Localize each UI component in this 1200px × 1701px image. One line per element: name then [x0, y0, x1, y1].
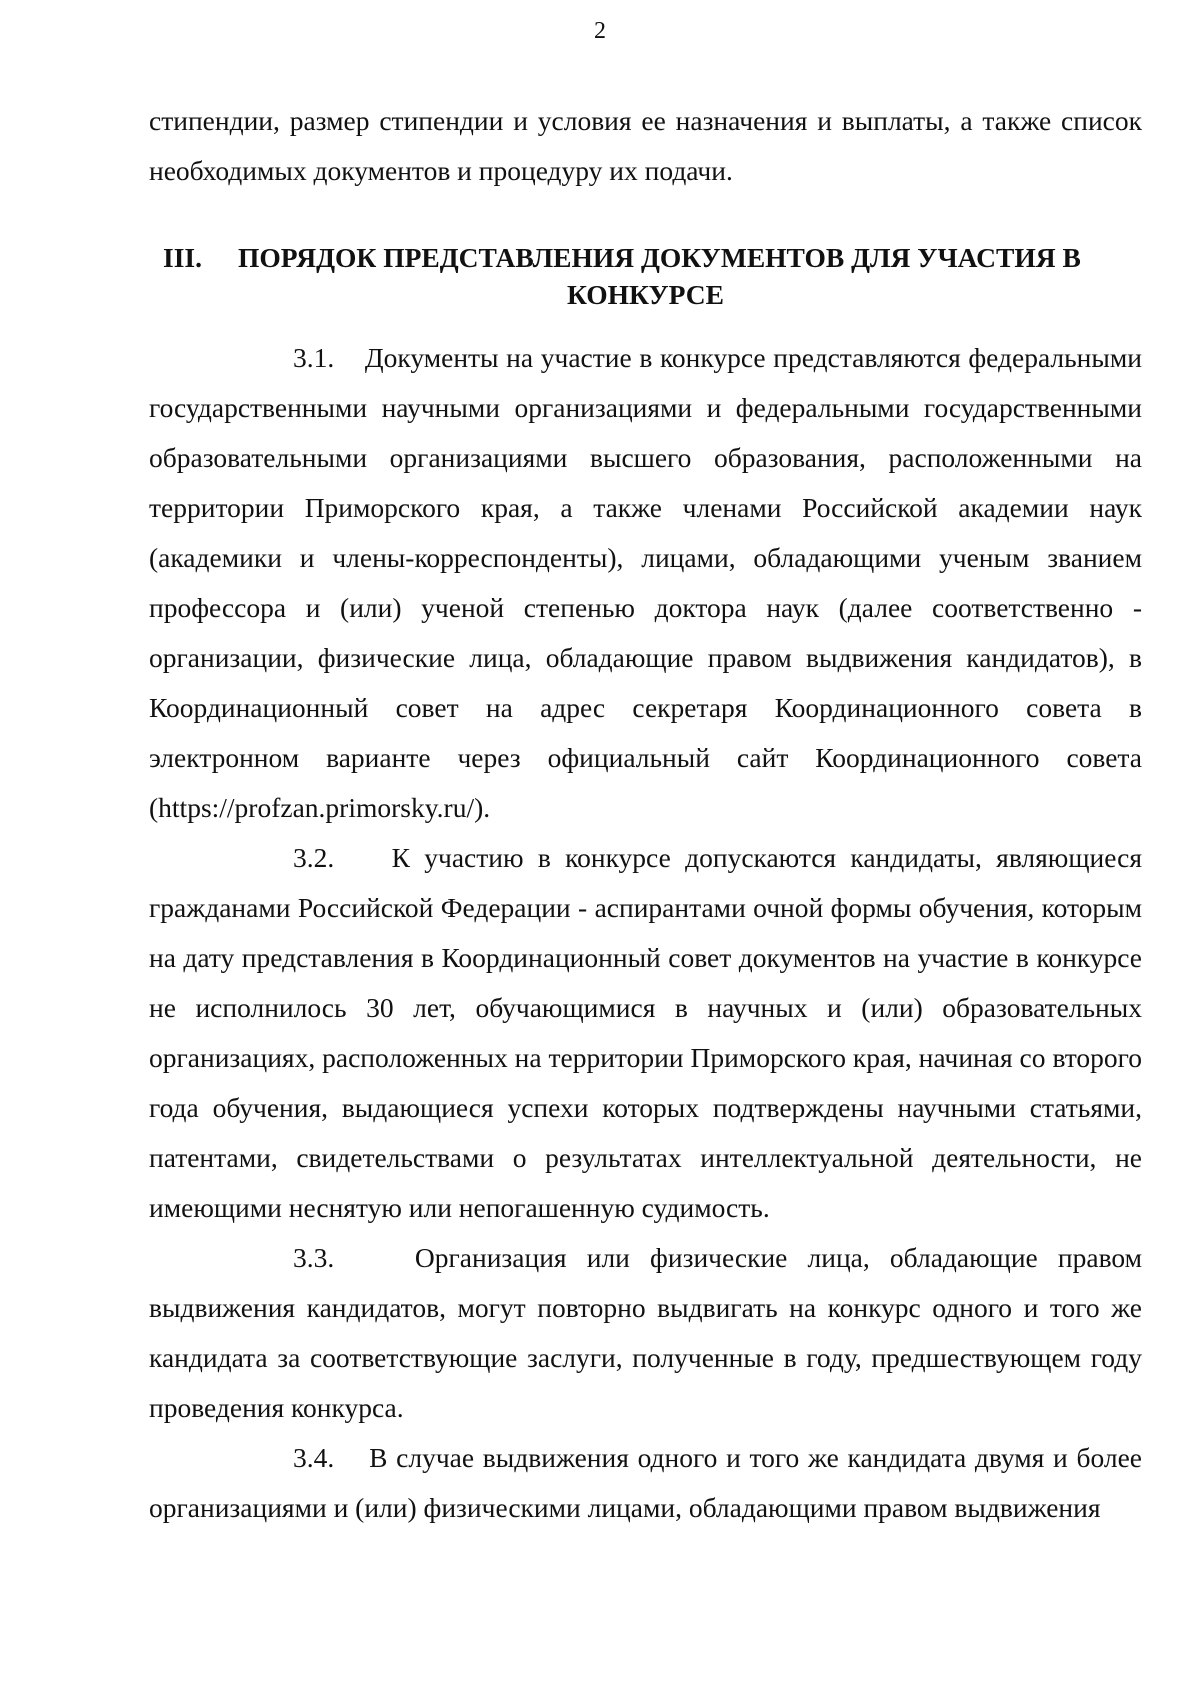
- section-heading: [149, 239, 1142, 313]
- section-title-line-2: КОНКУРСЕ: [567, 279, 724, 310]
- clause-number: 3.1.: [293, 342, 335, 373]
- clause-number: 3.2.: [293, 842, 335, 873]
- intro-paragraph: стипендии, размер стипендии и условия ее назначения и выплаты, а также список необходимых документов и процедуру их подачи.: [149, 105, 1142, 186]
- clause-text: К участию в конкурсе допускаются кандидаты, являющиеся гражданами Российской Федерации - аспирантами очной формы обучения, которым на дату представления в Координационный совет документов на участие в конкурсе не исполнилось 30 лет, обучающимися в научных и (или) образовательных организациях, расположенных на территории Приморского края, начиная со второго года обучения, выдающиеся успехи которых подтверждены научными статьями, патентами, свидетельствами о результатах интеллектуальной деятельности, не имеющими неснятую или непогашенную судимость.: [149, 842, 1142, 1223]
- clause-number: 3.3.: [293, 1242, 335, 1273]
- section-numeral: III.: [163, 242, 202, 273]
- clause-text: В случае выдвижения одного и того же кандидата двумя и более организациями и (или) физическими лицами, обладающими правом выдвижения: [149, 1442, 1142, 1523]
- clause-text: Документы на участие в конкурсе представляются федеральными государственными научными организациями и федеральными государственными образовательными организациями высшего образования, расположенными на территории Приморского края, а также членами Российской академии наук (академики и члены-корреспонденты), лицами, обладающими ученым званием профессора и (или) ученой степенью доктора наук (далее соответственно - организации, физические лица, обладающие правом выдвижения кандидатов), в Координационный совет на адрес секретаря Координационного совета в электронном варианте через официальный сайт Координационного совета (https://profzan.primorsky.ru/).: [149, 342, 1142, 823]
- clause-3-3: [149, 1233, 1142, 1433]
- heading-spacer: [149, 313, 1142, 333]
- clause-text: Организация или физические лица, обладающие правом выдвижения кандидатов, могут повторно выдвигать на конкурс одного и того же кандидата за соответствующие заслуги, полученные в году, предшествующем году проведения конкурса.: [149, 1242, 1143, 1423]
- clause-3-4: [149, 1433, 1142, 1533]
- clause-3-1: [149, 333, 1142, 833]
- clause-number: 3.4.: [293, 1442, 335, 1473]
- clause-3-2: [149, 833, 1142, 1233]
- page-number: 2: [594, 18, 606, 44]
- document-body: [149, 96, 1142, 1533]
- section-title-line-1: ПОРЯДОК ПРЕДСТАВЛЕНИЯ ДОКУМЕНТОВ ДЛЯ УЧАСТИЯ В: [238, 242, 1081, 273]
